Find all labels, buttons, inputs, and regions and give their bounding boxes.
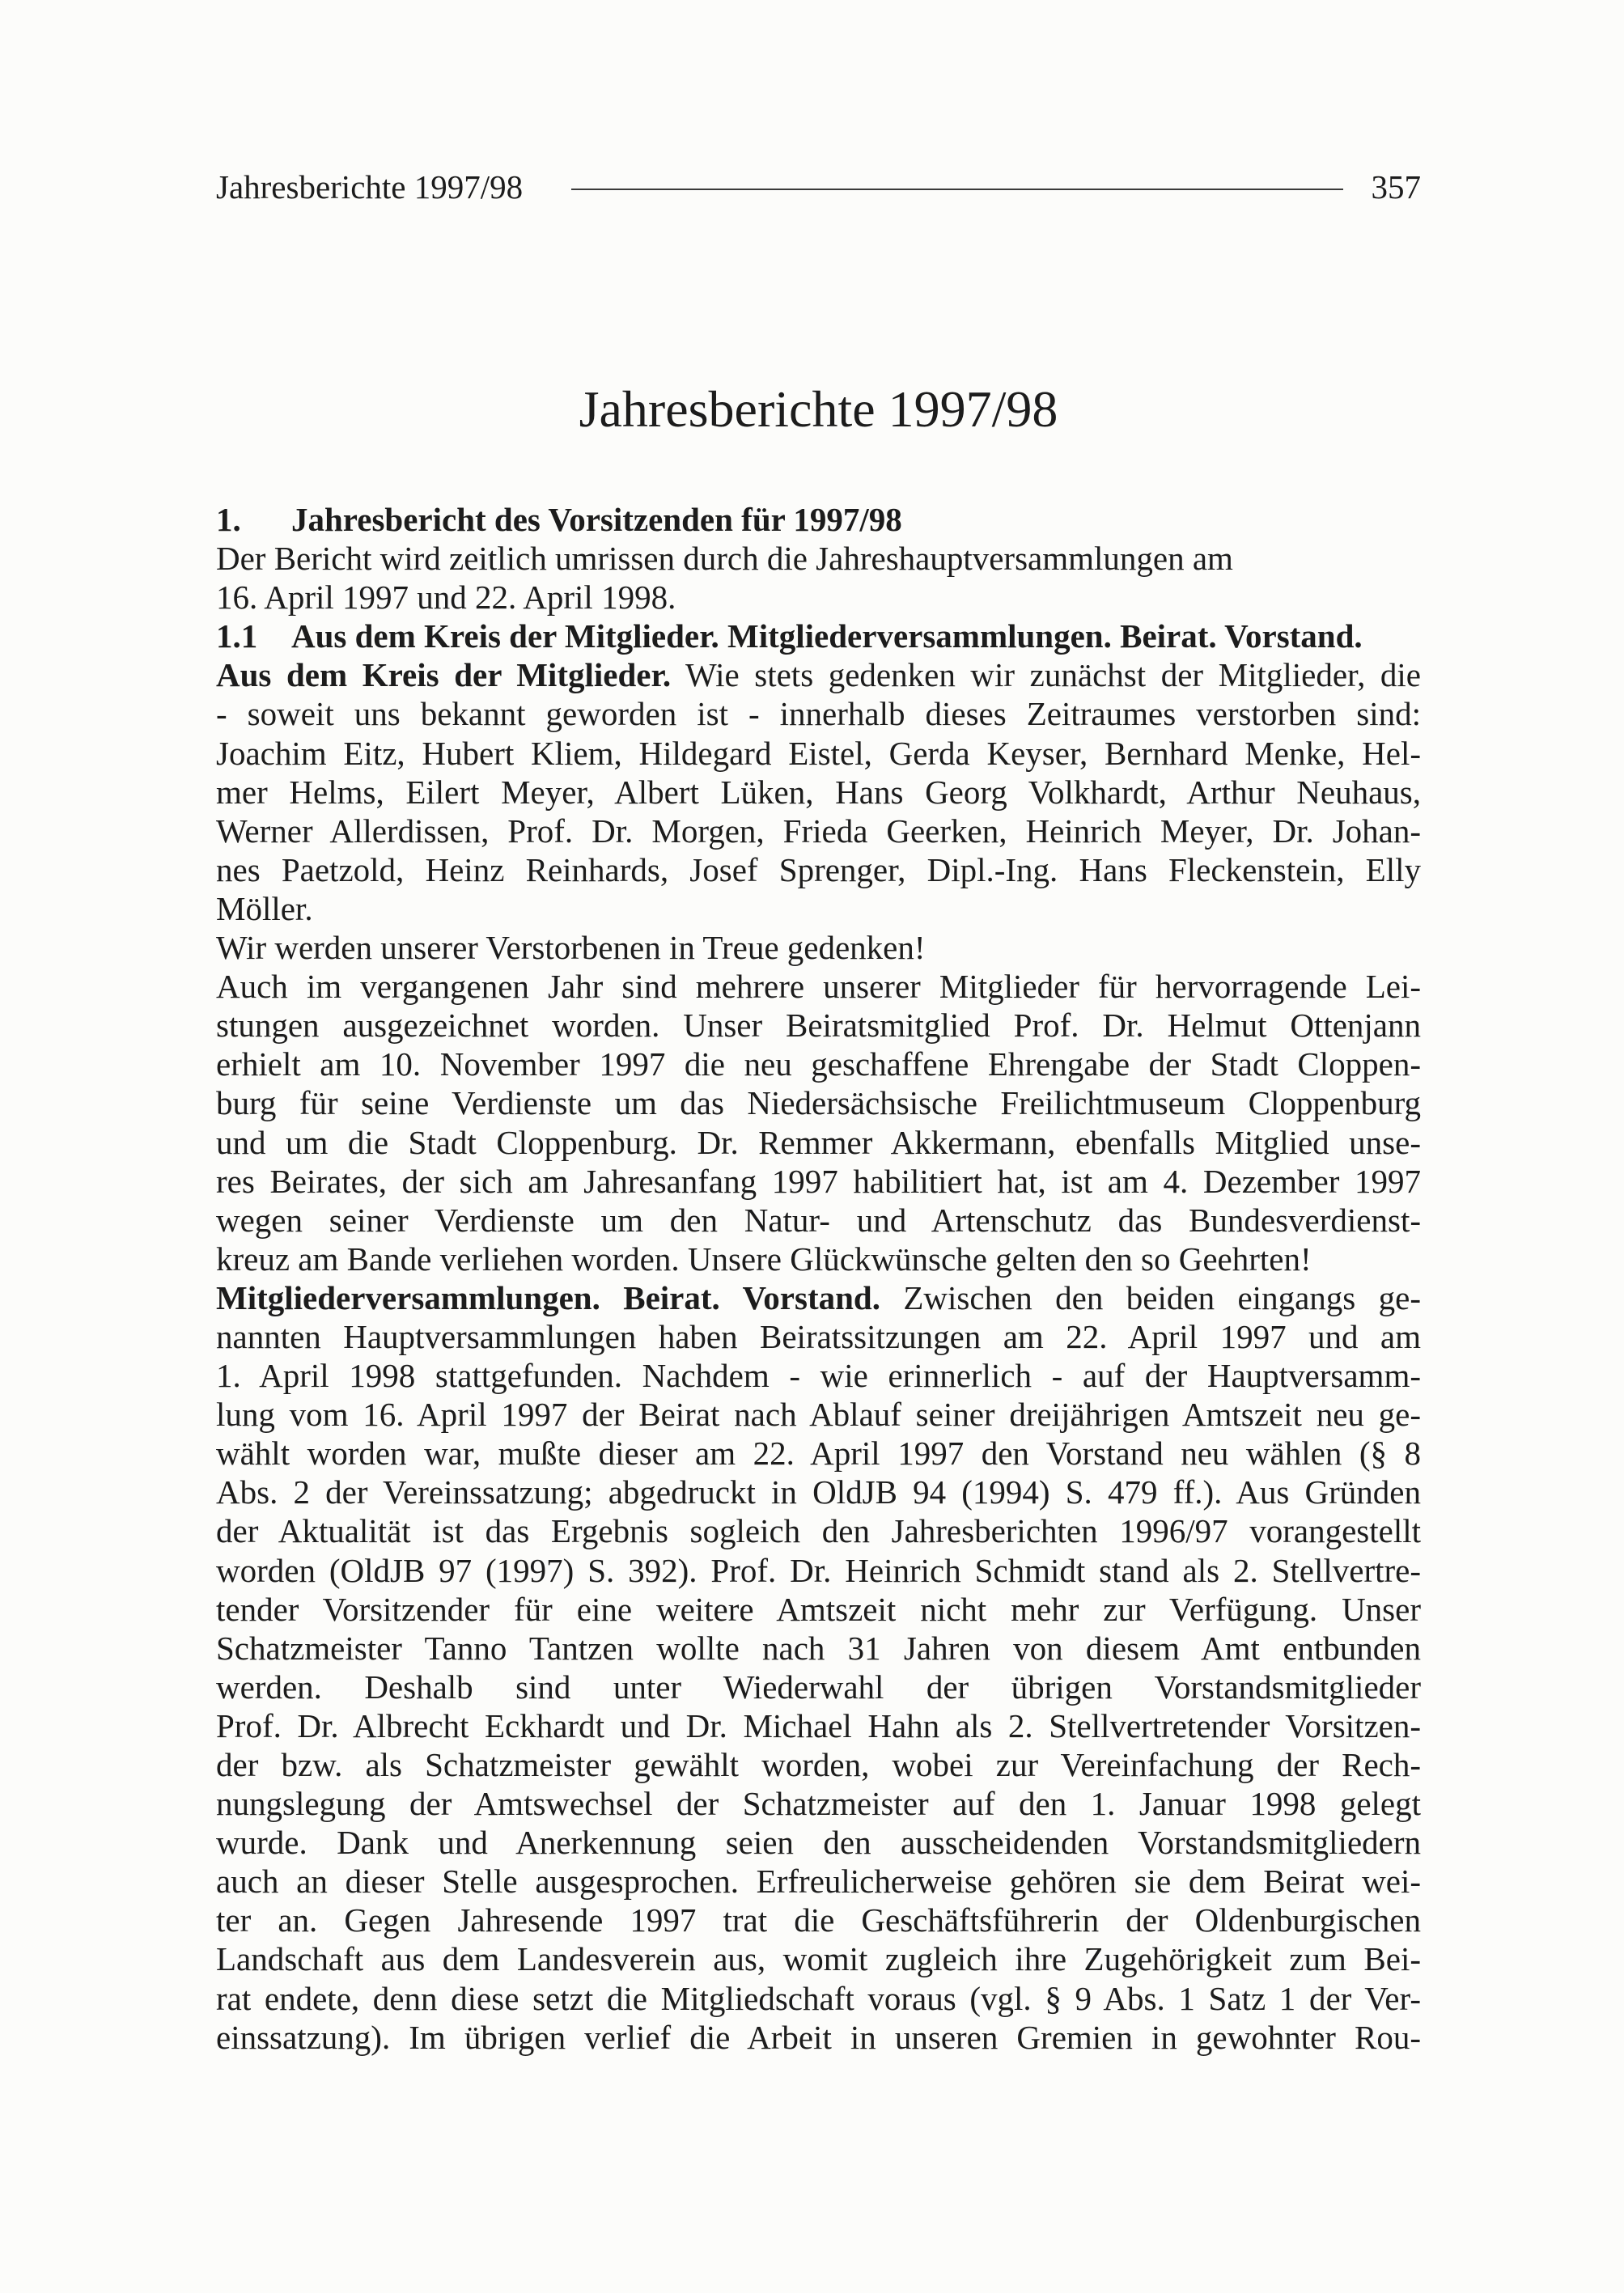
paragraph-line: kreuz am Bande verliehen worden. Unsere Glückwünsche gelten den so Geehrten!: [216, 1240, 1312, 1278]
paragraph-line: burg für seine Verdienste um das Niedersächsische Freilichtmuseum Cloppenburg: [216, 1084, 1421, 1122]
paragraph-line: lung vom 16. April 1997 der Beirat nach Ablauf seiner dreijährigen Amtszeit neu ge-: [216, 1396, 1421, 1434]
section-heading: [216, 500, 1421, 539]
run-in-heading: Mitgliederversammlungen. Beirat. Vorstand.: [216, 1278, 880, 1316]
section-heading-text: Jahresbericht des Vorsitzenden für 1997/98: [291, 501, 902, 538]
paragraph-line: worden (OldJB 97 (1997) S. 392). Prof. Dr. Heinrich Schmidt stand als 2. Stellvertre-: [216, 1551, 1421, 1589]
line-text: Zwischen den beiden eingangs ge-: [903, 1278, 1421, 1316]
paragraph-line: [216, 655, 1421, 694]
paragraph-line: nes Paetzold, Heinz Reinhards, Josef Sprenger, Dipl.-Ing. Hans Fleckenstein, Elly: [216, 850, 1421, 888]
line-text: Wie stets gedenken wir zunächst der Mitglieder, die: [685, 656, 1422, 694]
section-number: 1.: [216, 501, 241, 538]
paragraph-line: auch an dieser Stelle ausgesprochen. Erfreulicherweise gehören sie dem Beirat wei-: [216, 1863, 1421, 1901]
paragraph-line: Abs. 2 der Vereinssatzung; abgedruckt in OldJB 94 (1994) S. 479 ff.). Aus Gründen: [216, 1473, 1421, 1511]
paragraph-line: werden. Deshalb sind unter Wiederwahl der übrigen Vorstandsmitglieder: [216, 1668, 1421, 1706]
paragraph-line: nannten Hauptversammlungen haben Beiratssitzungen am 22. April 1997 und am: [216, 1317, 1421, 1355]
paragraph-line: Schatzmeister Tanno Tantzen wollte nach 31 Jahren von diesem Amt entbunden: [216, 1629, 1421, 1667]
paragraph-line: wurde. Dank und Anerkennung seien den ausscheidenden Vorstandsmitgliedern: [216, 1824, 1421, 1862]
subsection-number: 1.1: [216, 617, 258, 655]
subsection-heading: [216, 617, 1421, 655]
paragraph-line: 1. April 1998 stattgefunden. Nachdem - wie erinnerlich - auf der Hauptversamm-: [216, 1357, 1421, 1395]
paragraph-line: und um die Stadt Cloppenburg. Dr. Remmer Akkermann, ebenfalls Mitglied unse-: [216, 1123, 1421, 1161]
paragraph-line: Werner Allerdissen, Prof. Dr. Morgen, Frieda Geerken, Heinrich Meyer, Dr. Johan-: [216, 812, 1421, 850]
paragraph-line: Wir werden unserer Verstorbenen in Treue gedenken!: [216, 929, 926, 967]
paragraph-line: Prof. Dr. Albrecht Eckhardt und Dr. Michael Hahn als 2. Stellvertretender Vorsitzen-: [216, 1706, 1421, 1744]
paragraph-line: mer Helms, Eilert Meyer, Albert Lüken, Hans Georg Volkhardt, Arthur Neuhaus,: [216, 773, 1421, 811]
paragraph-line: [216, 1278, 1421, 1317]
paragraph-line: wählt worden war, mußte dieser am 22. April 1997 den Vorstand neu wählen (§ 8: [216, 1435, 1421, 1473]
paragraph-line: wegen seiner Verdienste um den Natur- und Artenschutz das Bundesverdienst-: [216, 1201, 1421, 1239]
paragraph-line: 16. April 1997 und 22. April 1998.: [216, 579, 676, 617]
paragraph-line: Der Bericht wird zeitlich umrissen durch die Jahreshauptversammlungen am: [216, 540, 1233, 578]
page-number: 357: [1371, 168, 1421, 206]
paragraph-line: ter an. Gegen Jahresende 1997 trat die Geschäftsführerin der Oldenburgischen: [216, 1901, 1421, 1939]
paragraph-line: einssatzung). Im übrigen verlief die Arbeit in unseren Gremien in gewohnter Rou-: [216, 2018, 1421, 2056]
paragraph-line: res Beirates, der sich am Jahresanfang 1997 habilitiert hat, ist am 4. Dezember 1997: [216, 1162, 1421, 1200]
paragraph-line: Landschaft aus dem Landesverein aus, womit zugleich ihre Zugehörigkeit zum Bei-: [216, 1940, 1421, 1978]
paragraph-line: der Aktualität ist das Ergebnis sogleich den Jahresberichten 1996/97 vorangestellt: [216, 1512, 1421, 1550]
paragraph-line: - soweit uns bekannt geworden ist - innerhalb dieses Zeitraumes verstorben sind:: [216, 695, 1421, 733]
paragraph-line: Möller.: [216, 889, 313, 927]
paragraph-line: Joachim Eitz, Hubert Kliem, Hildegard Eistel, Gerda Keyser, Bernhard Menke, Hel-: [216, 734, 1421, 772]
subsection-heading-text: Aus dem Kreis der Mitglieder. Mitgliederversammlungen. Beirat. Vorstand.: [291, 617, 1363, 655]
paragraph-line: der bzw. als Schatzmeister gewählt worden, wobei zur Vereinfachung der Rech-: [216, 1746, 1421, 1783]
page-title: Jahresberichte 1997/98: [579, 380, 1058, 438]
paragraph-line: erhielt am 10. November 1997 die neu geschaffene Ehrengabe der Stadt Cloppen-: [216, 1045, 1421, 1083]
running-header: [216, 167, 1421, 206]
paragraph-line: nungslegung der Amtswechsel der Schatzmeister auf den 1. Januar 1998 gelegt: [216, 1785, 1421, 1823]
paragraph-line: Auch im vergangenen Jahr sind mehrere unserer Mitglieder für hervorragende Lei-: [216, 968, 1421, 1006]
body-text: [216, 500, 1421, 2057]
header-rule: [571, 189, 1343, 190]
running-header-title: Jahresberichte 1997/98: [216, 168, 524, 206]
paragraph-line: tender Vorsitzender für eine weitere Amtszeit nicht mehr zur Verfügung. Unser: [216, 1590, 1421, 1628]
run-in-heading: Aus dem Kreis der Mitglieder.: [216, 656, 672, 694]
paragraph-line: stungen ausgezeichnet worden. Unser Beiratsmitglied Prof. Dr. Helmut Ottenjann: [216, 1007, 1421, 1045]
paragraph-line: rat endete, denn diese setzt die Mitgliedschaft voraus (vgl. § 9 Abs. 1 Satz 1 der Ver-: [216, 1979, 1421, 2017]
